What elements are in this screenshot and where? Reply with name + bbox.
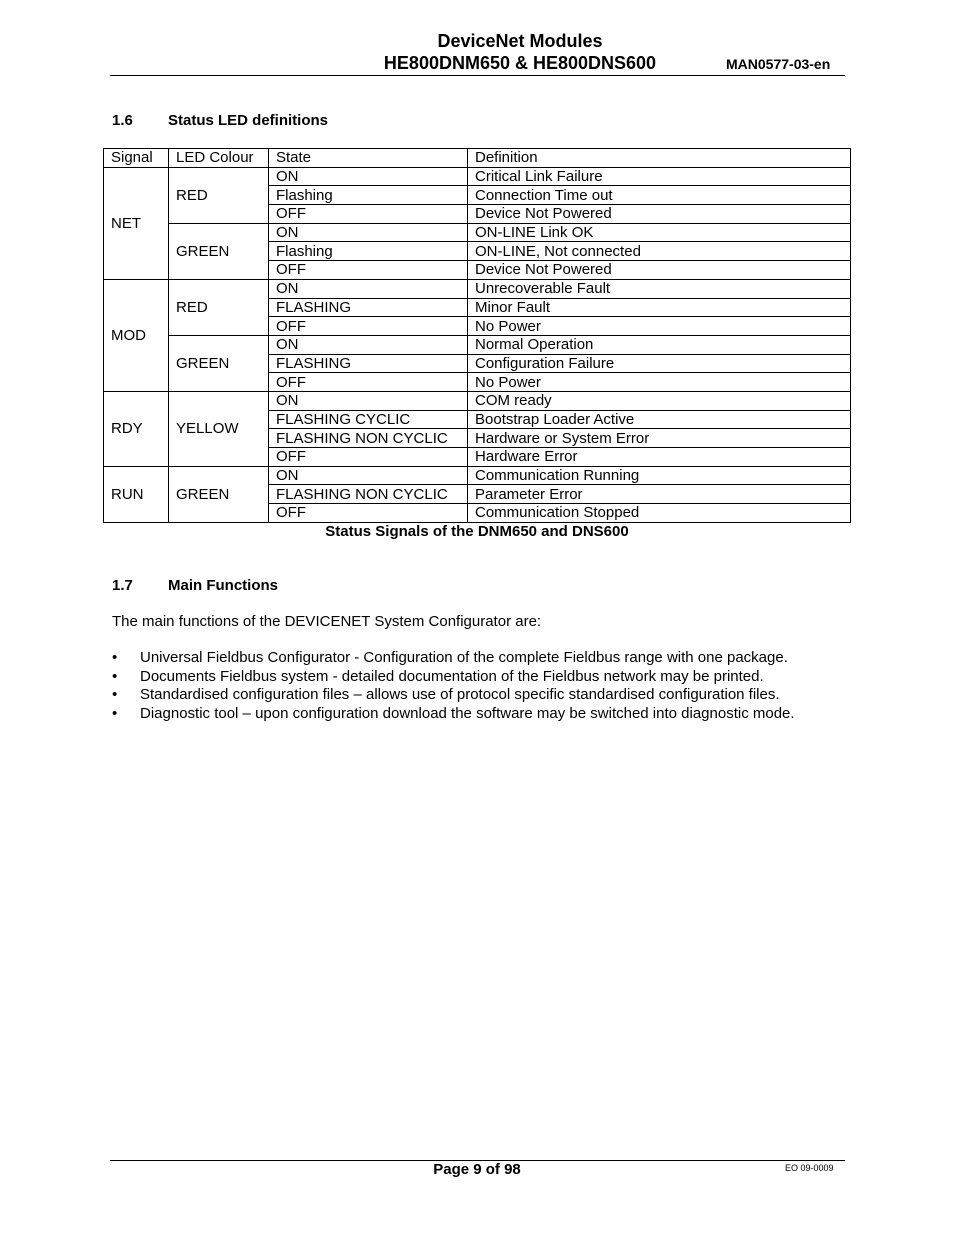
bullet-icon: • <box>112 704 118 722</box>
table-header-row <box>104 149 851 168</box>
header-signal: Signal <box>104 149 169 168</box>
signal-cell: RUN <box>104 466 169 522</box>
definition-cell: Critical Link Failure <box>468 167 851 186</box>
state-cell: ON <box>269 335 468 354</box>
state-cell: ON <box>269 466 468 485</box>
definition-cell: Hardware or System Error <box>468 429 851 448</box>
state-cell: FLASHING CYCLIC <box>269 410 468 429</box>
led-colour-cell: GREEN <box>169 335 269 391</box>
definition-cell: Normal Operation <box>468 335 851 354</box>
state-cell: OFF <box>269 261 468 280</box>
document-number: MAN0577-03-en <box>726 56 831 72</box>
status-led-table-body <box>104 149 851 523</box>
led-colour-cell: YELLOW <box>169 391 269 466</box>
list-item-text: Diagnostic tool – upon configuration download the software may be switched into diagnostic mode. <box>140 704 795 722</box>
definition-cell: COM ready <box>468 391 851 410</box>
led-colour-cell: GREEN <box>169 223 269 279</box>
table-row <box>104 279 851 298</box>
table-row <box>104 167 851 186</box>
state-cell: OFF <box>269 373 468 392</box>
definition-cell: Parameter Error <box>468 485 851 504</box>
list-item-text: Standardised configuration files – allows use of protocol specific standardised configuration files. <box>140 686 780 704</box>
table-row <box>104 466 851 485</box>
definition-cell: Bootstrap Loader Active <box>468 410 851 429</box>
table-row <box>104 335 851 354</box>
definition-cell: Hardware Error <box>468 448 851 467</box>
state-cell: Flashing <box>269 186 468 205</box>
list-item <box>112 649 847 668</box>
document-title <box>330 30 710 74</box>
state-cell: ON <box>269 167 468 186</box>
main-functions-list <box>112 649 847 723</box>
header-definition: Definition <box>468 149 851 168</box>
state-cell: ON <box>269 279 468 298</box>
list-item-text: Universal Fieldbus Configurator - Configuration of the complete Fieldbus range with one package. <box>140 649 788 666</box>
definition-cell: Device Not Powered <box>468 261 851 280</box>
definition-cell: No Power <box>468 317 851 336</box>
table-row <box>104 391 851 410</box>
table-row <box>104 223 851 242</box>
section-number: 1.6 <box>112 112 133 129</box>
table-caption: Status Signals of the DNM650 and DNS600 <box>325 523 629 540</box>
list-item <box>112 686 847 705</box>
definition-cell: ON-LINE, Not connected <box>468 242 851 261</box>
state-cell: FLASHING NON CYCLIC <box>269 485 468 504</box>
list-item-text: Documents Fieldbus system - detailed documentation of the Fieldbus network may be printed. <box>140 667 764 685</box>
eo-number: EO 09-0009 <box>785 1163 834 1173</box>
state-cell: OFF <box>269 317 468 336</box>
definition-cell: Communication Stopped <box>468 504 851 523</box>
header-led-colour: LED Colour <box>169 149 269 168</box>
intro-paragraph: The main functions of the DEVICENET System Configurator are: <box>112 613 542 630</box>
title-line-1: DeviceNet Modules <box>437 31 603 51</box>
signal-cell: RDY <box>104 391 169 466</box>
title-line-2: HE800DNM650 & HE800DNS600 <box>383 53 657 73</box>
header-divider <box>110 75 845 76</box>
definition-cell: Configuration Failure <box>468 354 851 373</box>
state-cell: Flashing <box>269 242 468 261</box>
definition-cell: Unrecoverable Fault <box>468 279 851 298</box>
state-cell: OFF <box>269 504 468 523</box>
list-item <box>112 705 847 724</box>
section-number: 1.7 <box>112 577 133 594</box>
state-cell: OFF <box>269 448 468 467</box>
state-cell: FLASHING <box>269 298 468 317</box>
section-title: Main Functions <box>168 577 278 594</box>
list-item <box>112 668 847 687</box>
led-colour-cell: GREEN <box>169 466 269 522</box>
section-title: Status LED definitions <box>168 112 329 129</box>
header-state: State <box>269 149 468 168</box>
definition-cell: Communication Running <box>468 466 851 485</box>
state-cell: OFF <box>269 205 468 224</box>
definition-cell: Device Not Powered <box>468 205 851 224</box>
state-cell: ON <box>269 223 468 242</box>
state-cell: ON <box>269 391 468 410</box>
definition-cell: Connection Time out <box>468 186 851 205</box>
bullet-icon: • <box>112 649 118 666</box>
definition-cell: No Power <box>468 373 851 392</box>
section-1-6-heading <box>112 112 328 129</box>
definition-cell: Minor Fault <box>468 298 851 317</box>
signal-cell: MOD <box>104 279 169 391</box>
status-led-table <box>103 148 851 523</box>
page-number: Page 9 of 98 <box>433 1161 521 1178</box>
bullet-icon: • <box>112 667 118 685</box>
led-colour-cell: RED <box>169 279 269 335</box>
section-1-7-heading <box>112 577 278 594</box>
signal-cell: NET <box>104 167 169 279</box>
bullet-icon: • <box>112 686 118 704</box>
led-colour-cell: RED <box>169 167 269 223</box>
state-cell: FLASHING NON CYCLIC <box>269 429 468 448</box>
definition-cell: ON-LINE Link OK <box>468 223 851 242</box>
state-cell: FLASHING <box>269 354 468 373</box>
